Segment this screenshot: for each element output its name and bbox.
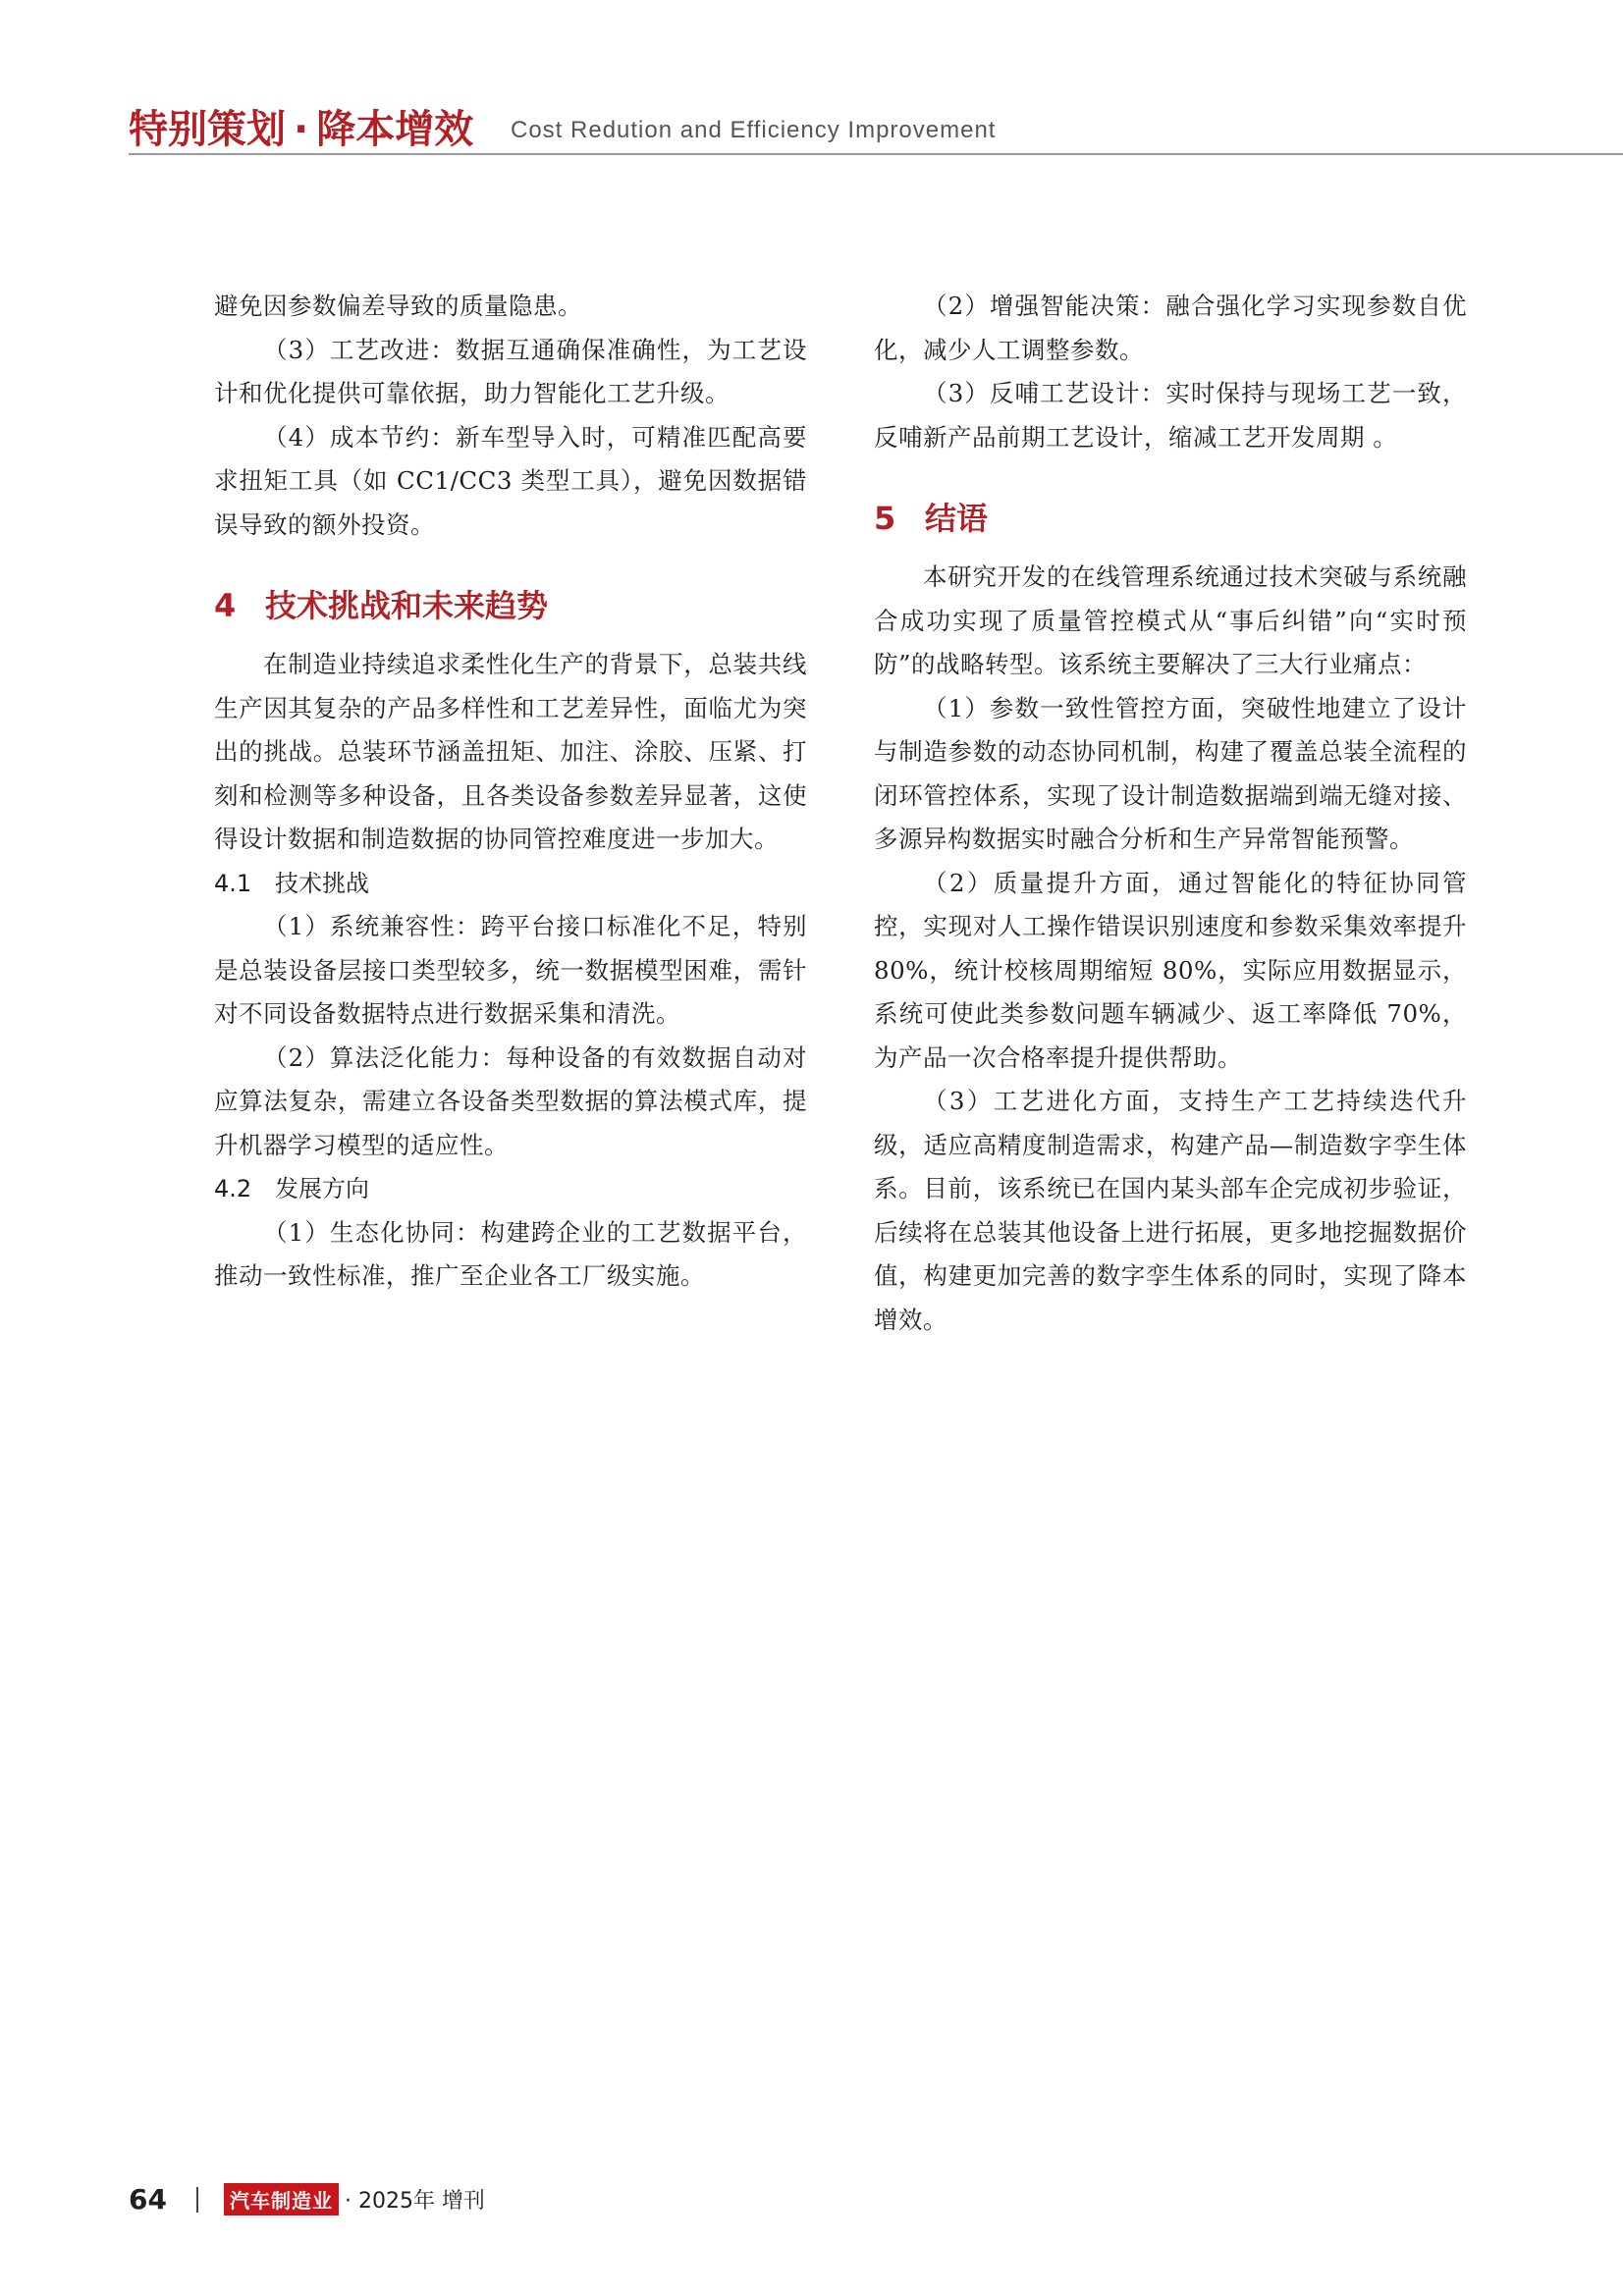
paragraph: 避免因参数偏差导致的质量隐患。 bbox=[214, 292, 582, 320]
right-column bbox=[874, 285, 1467, 1342]
subsection-heading-4-1 bbox=[214, 862, 807, 906]
page-footer bbox=[129, 2183, 485, 2222]
paragraph: 本研究开发的在线管理系统通过技术突破与系统融合成功实现了质量管控模式从“事后纠错”向“实时预防”的战略转型。该系统主要解决了三大行业痛点： bbox=[874, 562, 1467, 678]
paragraph: （4）成本节约：新车型导入时，可精准匹配高要求扭矩工具（如 CC1/CC3 类型工具），避免因数据错误导致的额外投资。 bbox=[214, 422, 807, 539]
header-title-main: 特别策划 bbox=[129, 107, 286, 152]
header-title-cn bbox=[129, 102, 473, 157]
paragraph: 在制造业持续追求柔性化生产的背景下，总装共线生产因其复杂的产品多样性和工艺差异性，面临尤为突出的挑战。总装环节涵盖扭矩、加注、涂胶、压紧、打刻和检测等多种设备，且各类设备参数差异显著，这使得设计数据和制造数据的协同管控难度进一步加大。 bbox=[214, 650, 807, 853]
footer-separator bbox=[196, 2187, 198, 2213]
paragraph: （3）反哺工艺设计：实时保持与现场工艺一致，反哺新产品前期工艺设计，缩减工艺开发周期 。 bbox=[874, 379, 1467, 452]
header-dot: · bbox=[294, 107, 309, 152]
paragraph: （3）工艺改进：数据互通确保准确性，为工艺设计和优化提供可靠依据，助力智能化工艺升级。 bbox=[214, 335, 807, 407]
paragraph: （2）质量提升方面，通过智能化的特征协同管控，实现对人工操作错误识别速度和参数采集效率提升80%，统计校核周期缩短 80%，实际应用数据显示，系统可使此类参数问题车辆减少、返工率降低 70%，为产品一次合格率提升提供帮助。 bbox=[874, 868, 1467, 1072]
paragraph: （1）生态化协同：构建跨企业的工艺数据平台，推动一致性标准，推广至企业各工厂级实施。 bbox=[214, 1217, 807, 1290]
page-number: 64 bbox=[129, 2183, 167, 2216]
page-header bbox=[129, 102, 1623, 157]
subsection-heading-4-2 bbox=[214, 1167, 807, 1211]
brand-logo: 汽车制造业 bbox=[224, 2183, 339, 2216]
section-heading-4 bbox=[214, 584, 807, 627]
section-title: 结语 bbox=[925, 500, 989, 537]
subsection-title: 发展方向 bbox=[275, 1175, 369, 1202]
header-title-en: Cost Redution and Efficiency Improvement bbox=[511, 117, 997, 143]
issue-label: · 2025年 增刊 bbox=[344, 2189, 485, 2214]
paragraph: （3）工艺进化方面，支持生产工艺持续迭代升级，适应高精度制造需求，构建产品—制造数字孪生体系。目前，该系统已在国内某头部车企完成初步验证，后续将在总装其他设备上进行拓展，更多地挖掘数据价值，构建更加完善的数字孪生体系的同时，实现了降本增效。 bbox=[874, 1087, 1467, 1334]
section-title: 技术挑战和未来趋势 bbox=[265, 587, 549, 624]
paragraph: （2）增强智能决策：融合强化学习实现参数自优化，减少人工调整参数。 bbox=[874, 292, 1467, 364]
header-title-sub: 降本增效 bbox=[316, 107, 474, 152]
section-heading-5 bbox=[874, 497, 1467, 540]
left-column bbox=[214, 285, 807, 1299]
header-divider bbox=[129, 153, 1623, 155]
section-number: 5 bbox=[874, 500, 896, 537]
paragraph: （1）参数一致性管控方面，突破性地建立了设计与制造参数的动态协同机制，构建了覆盖总装全流程的闭环管控体系，实现了设计制造数据端到端无缝对接、多源异构数据实时融合分析和生产异常智能预警。 bbox=[874, 693, 1467, 853]
subsection-number: 4.2 bbox=[214, 1175, 252, 1202]
paragraph: （1）系统兼容性：跨平台接口标准化不足，特别是总装设备层接口类型较多，统一数据模型困难，需针对不同设备数据特点进行数据采集和清洗。 bbox=[214, 912, 807, 1028]
paragraph: （2）算法泛化能力：每种设备的有效数据自动对应算法复杂，需建立各设备类型数据的算法模式库，提升机器学习模型的适应性。 bbox=[214, 1042, 807, 1159]
subsection-number: 4.1 bbox=[214, 869, 252, 897]
section-number: 4 bbox=[214, 587, 237, 624]
subsection-title: 技术挑战 bbox=[275, 869, 369, 897]
